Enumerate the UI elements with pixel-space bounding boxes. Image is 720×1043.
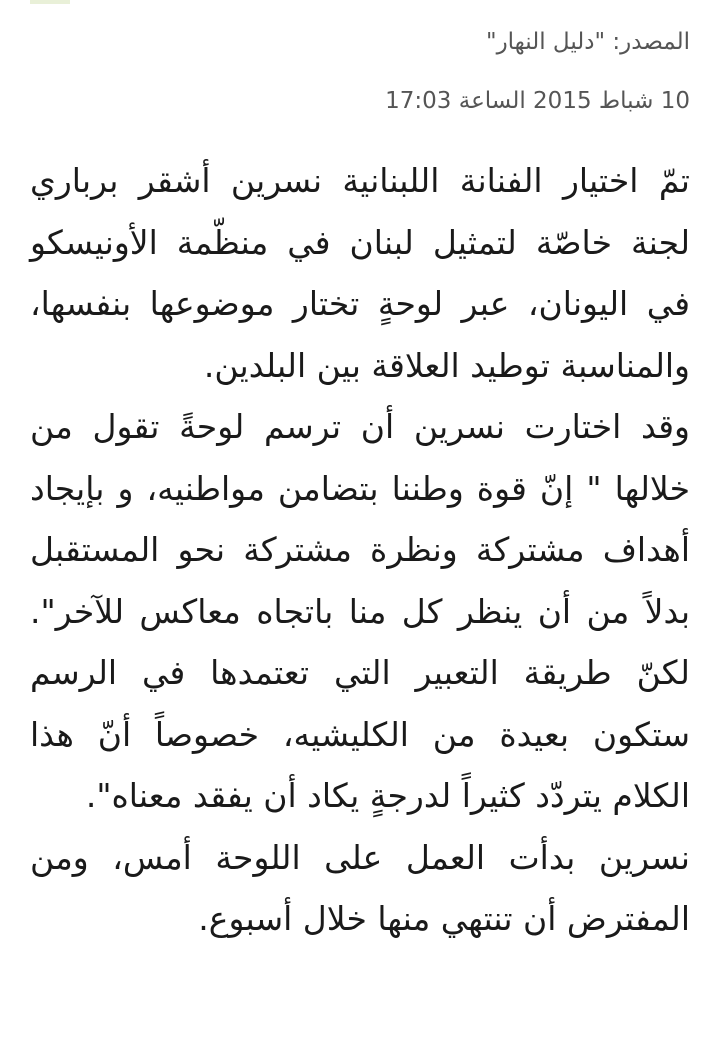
article-source: المصدر: "دليل النهار" (485, 29, 690, 55)
article-paragraph: نسرين بدأت العمل على اللوحة أمس، ومن المفترض أن تنتهي منها خلال أسبوع. (30, 837, 690, 938)
article-paragraph: تمّ اختيار الفنانة اللبنانية نسرين أشقر برباري لجنة خاصّة لتمثيل لبنان في منظّمة الأونيسكو في اليونان، عبر لوحةٍ تختار موضوعها بنفسها، والمناسبة توطيد العلاقة بين البلدين. (30, 161, 690, 385)
article-body (30, 150, 690, 950)
article-paragraph: وقد اختارت نسرين أن ترسم لوحةً تقول من خلالها " إنّ قوة وطننا بتضامن مواطنيه، و بإيجاد أهداف مشتركة ونظرة مشتركة نحو المستقبل بدلاً من أن ينظر كل منا باتجاه معاكس للآخر". لكنّ طريقة التعبير التي تعتمدها في الرسم ستكون بعيدة من الكليشيه، خصوصاً أنّ هذا الكلام يتردّد كثيراً لدرجةٍ يكاد أن يفقد معناه". (30, 407, 690, 815)
article-date: 10 شباط 2015 الساعة 17:03 (385, 88, 690, 114)
corner-mark (30, 0, 70, 4)
